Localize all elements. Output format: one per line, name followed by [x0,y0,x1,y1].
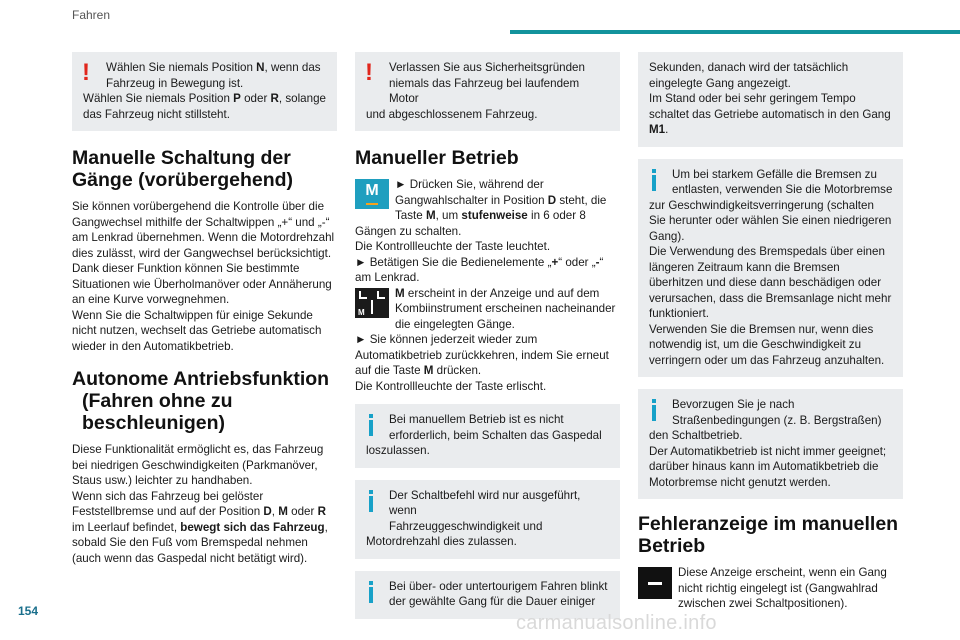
info-line-2: der gewählte Gang für die Dauer einiger [389,595,596,608]
info-line-3: loszulassen. [366,444,430,457]
page-number: 154 [18,604,39,618]
info-box-continued [638,52,903,147]
info-paragraph-3: Verwenden Sie die Bremsen nur, wenn dies notwendig ist, um die Geschwindigkeit zu verringern oder um das Fahrzeug anzuhalten. [649,322,885,367]
warning-line-2: niemals das Fahrzeug bei laufendem Motor [389,76,580,105]
step-return-auto: ► Sie können jederzeit wieder zum Automatikbetrieb zurückkehren, indem Sie erneut auf die Taste M drücken. [355,333,609,377]
m-button-icon: M [355,179,389,209]
warning-box-gear-selection [72,52,337,131]
paragraph-manual-shift-1: Sie können vorübergehend die Kontrolle über die Gangwechsel mithilfe der Schaltwippen „+“ und „-“ am Lenkrad übernehmen. Wenn die Motordrehzahl dies zulässt, wird der Gangwechsel berücksichtigt. [72,200,335,260]
info-line-2: Fahrzeuggeschwindigkeit und [389,519,543,533]
warning-line-3: Wählen Sie niemals Position P oder R, solange [83,92,326,105]
info-line-1: Bei manuellem Betrieb ist es nicht [389,413,564,426]
warning-line-1: Verlassen Sie aus Sicherheitsgründen [389,61,585,74]
info-line-1: Bei über- oder untertourigem Fahren blinkt [389,579,608,593]
paragraph-manual-shift-3: Wenn Sie die Schaltwippen für einige Sekunde nicht nutzen, wechselt das Getriebe automatisch wieder in den Automatikbetrieb. [72,308,322,353]
info-box-shift-command [355,480,620,559]
info-line-1: Der Schaltbefehl wird nur ausgeführt, wenn [389,488,581,517]
warning-exclamation-icon: ! [82,59,90,86]
paragraph-error-display: Diese Anzeige erscheint, wenn ein Gang nicht richtig eingelegt ist (Gangwahlrad zwischen zwei Schaltpositionen). [678,566,887,610]
info-icon [648,399,660,421]
warning-line-2: Fahrzeug in Bewegung ist. [106,76,244,90]
info-line-3: Motordrehzahl dies zulassen. [366,535,517,548]
step-paddles: ► Betätigen Sie die Bedienelemente „+“ oder „-“ am Lenkrad. [355,255,604,284]
info-paragraph-2: Die Verwendung des Bremspedals über einen längeren Zeitraum kann die Bremsen überhitzen und diese dann beschädigen oder verursachen, dass die Bremsanlage nicht mehr funktioniert. [649,245,892,320]
info-line-2: eingelegte Gang angezeigt. [649,76,791,90]
info-icon [365,490,377,512]
watermark: carmanualsonline.info [516,612,717,634]
header-accent-bar [510,30,960,34]
info-line-2: entlasten, verwenden Sie die Motorbremse [672,183,893,196]
paragraph-manual-shift-2: Dank dieser Funktion können Sie bestimmte Situationen wie Überholmanöver oder Annäherung an eine Kurve vorwegnehmen. [72,262,332,306]
info-paragraph-2: Der Automatikbetrieb ist nicht immer geeignet; darüber hinaus kann im Automatikbetrieb die Motorbremse nicht genutzt werden. [649,444,887,489]
info-line-1: Um bei starkem Gefälle die Bremsen zu [672,167,877,181]
info-line-1: Bevorzugen Sie je nach [672,398,795,411]
heading-manual-mode: Manueller Betrieb [355,147,519,169]
info-icon [648,169,660,191]
warning-exclamation-icon: ! [365,59,373,86]
gear-error-icon [638,567,672,599]
step-indicator-off: Die Kontrollleuchte der Taste erlischt. [355,379,547,393]
warning-box-leave-vehicle [355,52,620,131]
svg-text:M: M [358,307,365,317]
info-line-3: Im Stand oder bei sehr geringem Tempo schaltet das Getriebe automatisch in den Gang M1. [649,92,891,136]
paragraph-autonomous-1: Diese Funktionalität ermöglicht es, das Fahrzeug bei niedrigen Geschwindigkeiten (Parkmanöver, Staus usw.) leichter zu handhaben. [72,443,324,487]
column-3 [638,52,903,612]
info-box-prefer-manual [638,389,903,499]
info-line-3: den Schaltbetrieb. [649,429,743,442]
column-1 [72,52,337,566]
info-box-no-clutch [355,404,620,468]
info-line-2: erforderlich, beim Schalten das Gaspedal [389,428,602,442]
info-line-2: Straßenbedingungen (z. B. Bergstraßen) [672,413,882,427]
step-indicator-lit: Die Kontrollleuchte der Taste leuchtet. [355,240,551,253]
warning-line-3: und abgeschlossenem Fahrzeug. [366,107,538,121]
paragraph-autonomous-2: Wenn sich das Fahrzeug bei gelöster Feststellbremse und auf der Position D, M oder R im Leerlauf befindet, bewegt sich das Fahrzeug, sobald Sie den Fuß vom Bremspedal nehmen (auch wenn das Gaspedal nicht betätigt wird). [72,489,328,565]
step-m-display: M erscheint in der Anzeige und auf dem Kombiinstrument erscheinen nacheinander die eingelegten Gänge. [395,286,616,331]
warning-line-4: das Fahrzeug nicht stillsteht. [83,107,230,121]
heading-manual-shift-temporary: Manuelle Schaltung der Gänge (vorübergehend) [72,147,294,191]
column-2 [355,52,620,631]
gear-display-icon [355,288,389,318]
info-line-3: zur Geschwindigkeitsverringerung (schalten Sie herunter oder wählen Sie einen niedrigeren Gang). [649,198,892,243]
running-header: Fahren [72,8,111,22]
info-icon [365,414,377,436]
heading-autonomous-drive: Autonome Antriebsfunktion (Fahren ohne zu beschleunigen) [72,368,330,434]
heading-error-display: Fehleranzeige im manuellen Betrieb [638,513,899,557]
warning-line-1: Wählen Sie niemals Position N, wenn das [106,61,321,74]
info-icon [365,581,377,603]
step-press-m: ► Drücken Sie, während der Gangwahlschalter in Position D steht, die Taste M, um stufenweise in 6 oder 8 Gängen zu schalten. [355,178,607,238]
info-line-1: Sekunden, danach wird der tatsächlich [649,61,849,74]
info-box-engine-brake [638,159,903,378]
